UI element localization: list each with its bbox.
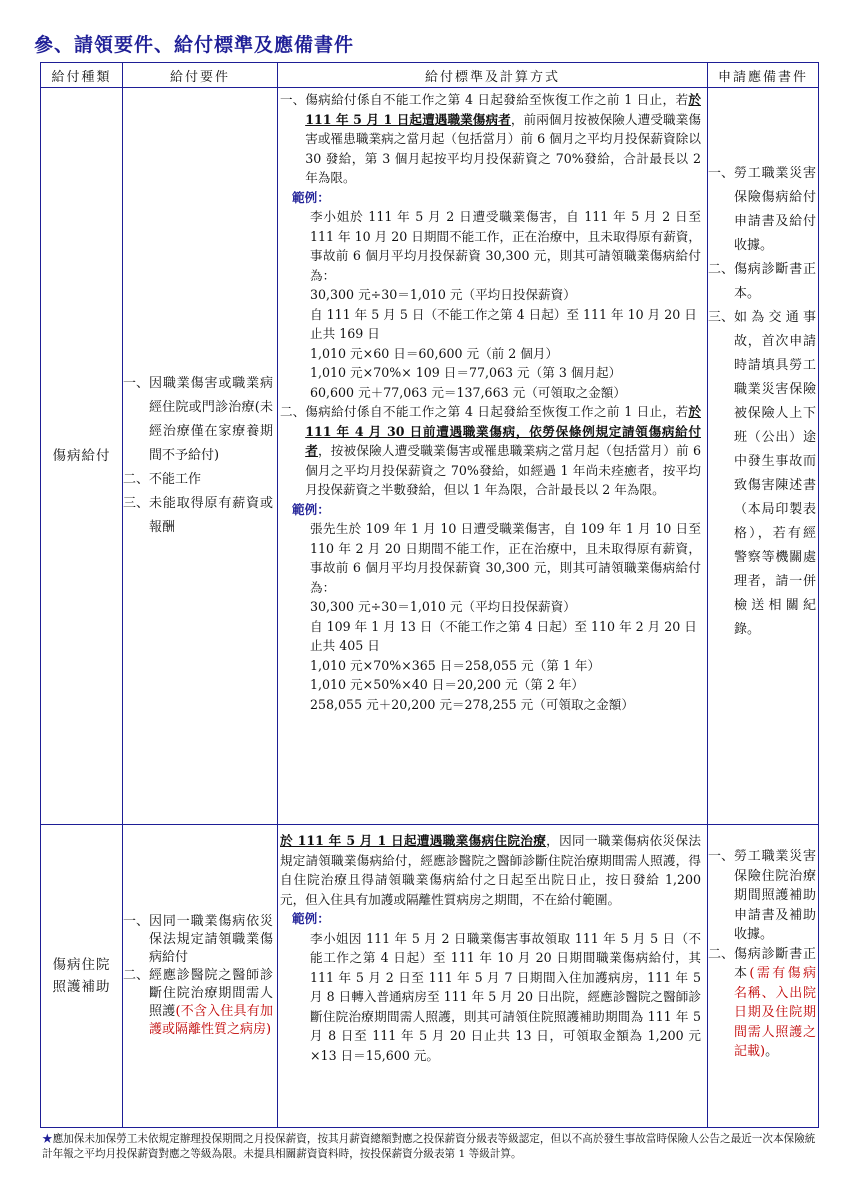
table-header-row [41,63,819,88]
footnote [42,1132,822,1162]
header-documents: 申請應備書件 [708,63,819,88]
list-item: 三、 如為交通事故，首次申請時請填具勞工職業災害保險被保險人上下班（公出）途中發生事故而致傷害陳述書（本局印製表格），若有經警察等機關處理者，請一併檢送相關紀錄。 [708,310,816,637]
list-item: 二、 經應診醫院之醫師診斷住院治療期間需人照護(不含入住具有加護或隔離性質之病房) [123,968,273,1037]
star-icon: ★ [42,1133,53,1145]
example-label: 範例： [292,189,330,205]
footnote-text: 應加保未加保勞工未依規定辦理投保期間之月投保薪資，按其月薪資總額對應之投保薪資分級表等級認定，但以不高於發生事故當時保險人公告之最近一次本保險統計年報之平均月投保薪資對應之等級為限。未提具相關薪資資料時，按投保薪資分級表第 1 等級計算。 [42,1133,816,1160]
list-item: 一、 勞工職業災害保險住院治療期間照護補助申請書及補助收據。 [708,849,816,942]
list-item: 二、 傷病診斷書正本。 [708,262,816,301]
benefit-type-injury [41,88,123,825]
benefit-type-hospital-care [41,825,123,1128]
red-note: (不含入住具有加護或隔離性質之病房) [149,1004,273,1037]
list-item: 二、 不能工作 [123,472,202,487]
header-requirements: 給付要件 [123,63,278,88]
benefit-table [40,62,819,1128]
standard-item-2: 二、 傷病給付係自不能工作之第 4 日起發給至恢復工作之前 1 日止，若於 111 年 4 月 30 日前遭遇職業傷病，依勞保條例規定請領傷病給付者，按被保險人遭受職業傷害或罹患職業病之當月起（包括當月）前 6 個月之平均月投保薪資之 70%發給，如經過 1 年尚未痊癒者，按平均月投保薪資之半數發給，但以 1 年為限，合計最長以 2 年為限。 [280,404,701,497]
header-benefit-type: 給付種類 [41,63,123,88]
red-note: (需有傷病名稱、入出院日期及住院期間需人照護之記載) [734,966,816,1059]
example-block-1: 李小姐於 111 年 5 月 2 日遭受職業傷害，自 111 年 5 月 2 日至 111 年 10 月 20 日期間不能工作，正在治療中，且未取得原有薪資，事故前 6 個月平均月投保薪資 30,300 元，則其可請領職業傷病給付為： 30,300 元÷30＝1,010 元（平均日投保薪資） 自 111 年 5 月 5 日（不能工作之第 4 日起）至 111 年 10 月 20 日止共 169 日 1,010 元×60 日＝60,600 元（前 2 個月） 1,010 元×70%× 109 日＝77,063 元（第 3 個月起） 60,600 元＋77,063 元＝137,663 元（可領取之金額） [310,209,701,400]
list-item: 一、 因同一職業傷病依災保法規定請領職業傷病給付 [123,914,273,965]
example-label: 範例： [292,501,330,517]
highlight-text: 於 111 年 5 月 1 日起遭遇職業傷病住院治療 [280,833,547,848]
example-label: 範例： [292,911,330,926]
standard-item-1: 一、 傷病給付係自不能工作之第 4 日起發給至恢復工作之前 1 日止，若於 111 年 5 月 1 日起遭遇職業傷病者，前兩個月按被保險人遭受職業傷害或罹患職業病之當月起（包括當月）前 6 個月之平均月投保薪資除以 30 發給，第 3 個月起按平均月投保薪資之 70%發給，合計最長以 2 年為限。 [280,92,701,185]
standard-paragraph: 於 111 年 5 月 1 日起遭遇職業傷病住院治療，因同一職業傷病依災保法規定請領職業傷病給付，經應診醫院之醫師診斷住院治療期間需人照護，得自住院治療且得請領職業傷病給付之日起至出院日止，按日發給 1,200 元，但入住具有加護或隔離性質病房之期間，不在給付範圍。 [280,833,702,907]
header-standards: 給付標準及計算方式 [278,63,708,88]
standards-cell [278,825,708,1128]
list-item: 三、 未能取得原有薪資或報酬 [123,496,273,535]
list-item: 一、 因職業傷害或職業病經住院或門診治療(未經治療僅在家療養期間不予給付) [123,376,273,463]
requirements-cell [123,88,278,825]
benefit-type-label: 傷病給付 [52,448,111,464]
documents-cell [708,88,819,825]
table-row-injury-benefit [41,88,819,825]
standards-cell [278,88,708,825]
benefit-type-label: 傷病住院照護補助 [52,957,111,995]
list-item: 二、 傷病診斷書正本(需有傷病名稱、入出院日期及住院期間需人照護之記載)。 [708,946,816,1059]
documents-cell [708,825,819,1128]
highlight-text: 於 111 年 4 月 30 日前遭遇職業傷病，依勞保條例規定請領傷病給付者 [305,404,701,458]
example-block-2: 張先生於 109 年 1 月 10 日遭受職業傷害，自 109 年 1 月 10 日至 110 年 2 月 20 日期間不能工作，正在治療中，且未取得原有薪資，事故前 6 個月平均月投保薪資 30,300 元，則其可請領職業傷病給付為： 30,300 元÷30＝1,010 元（平均日投保薪資） 自 109 年 1 月 13 日（不能工作之第 4 日起）至 110 年 2 月 20 日止共 405 日 1,010 元×70%×365 日＝258,055 元（第 1 年） 1,010 元×50%×40 日＝20,200 元（第 2 年） 258,055 元＋20,200 元＝278,255 元（可領取之金額） [310,521,701,712]
highlight-text: 於 111 年 5 月 1 日起遭遇職業傷病者 [305,92,701,127]
example-block-3: 李小姐因 111 年 5 月 2 日職業傷害事故領取 111 年 5 月 5 日（不能工作之第 4 日起）至 111 年 10 月 20 日期間職業傷病給付，其 111 年 5 月 2 日至 111 年 5 月 7 日期間入住加護病房，111 年 5 月 8 日轉入普通病房至 111 年 5 月 20 日出院，經應診醫院之醫師診斷住院治療期間需人照護，則其可請領住院照護補助期間為 111 年 5 月 8 日至 111 年 5 月 20 日止共 13 日，可領取金額為 1,200 元×13 日＝15,600 元。 [310,930,701,1063]
table-row-hospital-care [41,825,819,1128]
page-title: 參、請領要件、給付標準及應備書件 [34,34,355,56]
list-item: 一、 勞工職業災害保險傷病給付申請書及給付收據。 [708,166,816,253]
requirements-cell [123,825,278,1128]
